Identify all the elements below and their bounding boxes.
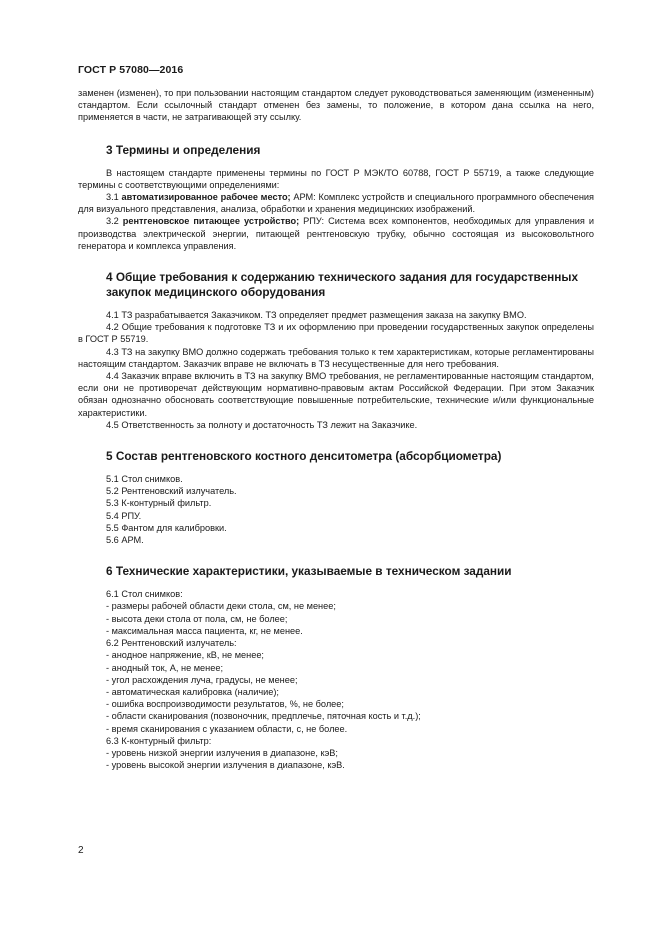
list-item: - время сканирования с указанием области, с, не более. <box>106 723 348 734</box>
section-3-heading: 3 Термины и определения <box>106 142 261 157</box>
list-item: - угол расхождения луча, градусы, не менее; <box>106 674 298 685</box>
term-3-2-number: 3.2 <box>106 216 119 227</box>
clause-4-2: 4.2 Общие требования к подготовке ТЗ и их оформлению при проведении государственных закупок определены в ГОСТ Р 55719. <box>78 322 594 345</box>
list-item: 5.3 К-контурный фильтр. <box>106 498 212 509</box>
document-header: ГОСТ Р 57080—2016 <box>78 64 184 76</box>
clause-4-3: 4.3 ТЗ на закупку ВМО должно содержать требования только к тем характеристикам, которые регламентированы настоящим стандартом. Заказчик вправе не включать в ТЗ несущественные для него требования. <box>78 346 594 369</box>
list-item: - размеры рабочей области деки стола, см, не менее; <box>106 601 336 612</box>
list-item: - ошибка воспроизводимости результатов, %, не более; <box>106 699 344 710</box>
term-3-2 <box>78 215 594 252</box>
list-item: - уровень низкой энергии излучения в диапазоне, кэВ; <box>106 747 338 758</box>
term-3-2-definition: РПУ: Система всех компонентов, необходимых для управления и производства электрической энергии, питающей рентгеновскую трубку, обычно состоящая из высоковольтного генератора и комплекса управления. <box>78 216 594 251</box>
term-3-1-definition: АРМ: Комплекс устройств и специального программного обеспечения для визуального представления, анализа, обработки и хранения медицинских изображений. <box>78 192 595 215</box>
section-5-heading: 5 Состав рентгеновского костного денситометра (абсорбциометра) <box>106 449 502 464</box>
page-number: 2 <box>78 845 84 856</box>
section-6-heading: 6 Технические характеристики, указываемые в техническом задании <box>106 564 512 579</box>
list-item: - уровень высокой энергии излучения в диапазоне, кэВ. <box>106 760 345 771</box>
term-3-1-number: 3.1 <box>106 192 119 203</box>
list-item: - высота деки стола от пола, см, не более; <box>106 613 288 624</box>
list-item: 5.4 РПУ. <box>106 510 142 521</box>
list-item: - анодный ток, А, не менее; <box>106 662 224 673</box>
list-item: - области сканирования (позвоночник, предплечье, пяточная кость и т.д.); <box>106 711 421 722</box>
clause-4-4: 4.4 Заказчик вправе включить в ТЗ на закупку ВМО требования, не регламентированные настоящим стандартом, если они не противоречат действующим нормативно-правовым актам Российской Федерации. При этом Заказчик обязан однозначно обосновать соответствующие повышенные потребительские, технические и/или функциональные характеристики. <box>78 371 594 418</box>
clause-4-5: 4.5 Ответственность за полноту и достаточность ТЗ лежит на Заказчике. <box>106 419 418 430</box>
document-body <box>78 87 594 771</box>
term-3-1-name: автоматизированное рабочее место; <box>121 192 291 203</box>
list-item: 5.2 Рентгеновский излучатель. <box>106 486 237 497</box>
section-4-heading: 4 Общие требования к содержанию технического задания для государственных закупок медицинского оборудования <box>106 270 579 300</box>
intro-paragraph: заменен (изменен), то при пользовании настоящим стандартом следует руководствоваться заменяющим (измененным) стандартом. Если ссылочный стандарт отменен без замены, то положение, в котором дана ссылка на него, применяется в части, не затрагивающей эту ссылку. <box>78 88 594 123</box>
list-item: 5.6 АРМ. <box>106 535 144 546</box>
list-item: - автоматическая калибровка (наличие); <box>106 686 279 697</box>
clause-4-1: 4.1 ТЗ разрабатывается Заказчиком. ТЗ определяет предмет размещения заказа на закупку ВМО. <box>106 310 527 321</box>
list-item: - максимальная масса пациента, кг, не менее. <box>106 625 303 636</box>
list-item: - анодное напряжение, кВ, не менее; <box>106 650 264 661</box>
term-3-1 <box>78 191 594 215</box>
term-3-2-name: рентгеновское питающее устройство; <box>122 216 300 227</box>
list-item: 6.2 Рентгеновский излучатель: <box>106 638 237 649</box>
list-item: 6.1 Стол снимков: <box>106 589 183 600</box>
list-item: 6.3 К-контурный фильтр: <box>106 735 212 746</box>
list-item: 5.1 Стол снимков. <box>106 474 183 485</box>
section-3-intro: В настоящем стандарте применены термины по ГОСТ Р МЭК/ТО 60788, ГОСТ Р 55719, а также следующие термины с соответствующими определениями: <box>78 167 594 190</box>
list-item: 5.5 Фантом для калибровки. <box>106 522 227 533</box>
